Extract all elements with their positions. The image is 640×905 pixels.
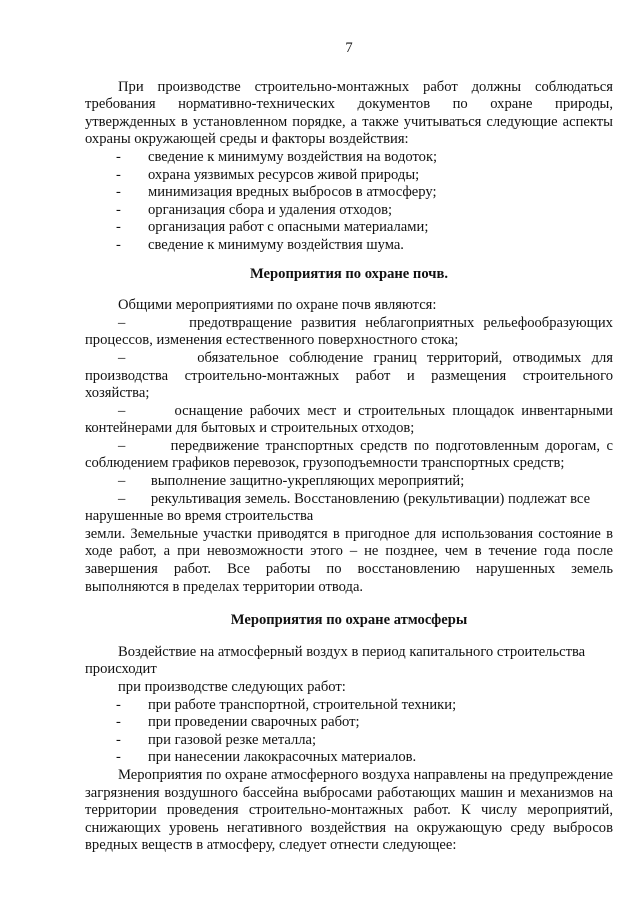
list-item: - организация работ с опасными материалами; bbox=[85, 219, 613, 237]
list-item: - сведение к минимуму воздействия на водоток; bbox=[85, 149, 613, 167]
section3-closing: Мероприятия по охране атмосферного воздуха направлены на предупреждение загрязнения воздушного бассейна выбросами работающих машин и механизмов на территории проведения строительно-монтажных работ. К числу мероприятий, снижающих уровень негативного воздействия на окружающую среду выбросов вредных веществ в атмосферу, следует отнести следующее: bbox=[85, 766, 613, 854]
bullet-marker: - bbox=[116, 236, 121, 253]
list-item: - сведение к минимуму воздействия шума. bbox=[85, 237, 613, 255]
section-heading-soil: Мероприятия по охране почв. bbox=[249, 265, 449, 282]
section-heading-atmosphere: Мероприятия по охране атмосферы bbox=[230, 612, 468, 629]
list-item: - при нанесении лакокрасочных материалов. bbox=[85, 749, 613, 767]
bullet-marker: - bbox=[116, 696, 121, 713]
dash-marker: – bbox=[118, 437, 126, 454]
list-item: - организация сбора и удаления отходов; bbox=[85, 202, 613, 220]
section3-bullet-list bbox=[85, 697, 613, 767]
list-item: - минимизация вредных выбросов в атмосферу; bbox=[85, 184, 613, 202]
section2-continuation: земли. Земельные участки приводятся в пригодное для использования состояние в ходе работ, а при невозможности этого – не позднее, чем в течение года после завершения работ. Все работы по восстановлению нарушенных земель выполняются в пределах территории отвода. bbox=[85, 525, 613, 595]
dash-marker: – bbox=[118, 490, 126, 507]
list-item: – передвижение транспортных средств по подготовленным дорогам, с соблюдением графиков перевозок, грузоподъемности транспортных средств; bbox=[85, 437, 613, 472]
list-item: - при работе транспортной, строительной техники; bbox=[85, 697, 613, 715]
list-item: – рекультивация земель. Восстановлению (рекультивации) подлежат все нарушенные во время строительства bbox=[85, 490, 591, 525]
section2-intro: Общими мероприятиями по охране почв являются: bbox=[118, 297, 437, 314]
bullet-marker: - bbox=[116, 714, 121, 731]
list-item: - при газовой резке металла; bbox=[85, 732, 613, 750]
bullet-marker: - bbox=[116, 731, 121, 748]
section1-intro: При производстве строительно-монтажных работ должны соблюдаться требования нормативно-технических документов по охране природы, утвержденных в установленном порядке, а также учитываться следующие аспекты охраны окружающей среды и факторы воздействия: bbox=[85, 78, 613, 148]
dash-marker: – bbox=[118, 473, 126, 490]
page-number: 7 bbox=[345, 40, 353, 56]
list-item: - при проведении сварочных работ; bbox=[85, 714, 613, 732]
section3-intro: Воздействие на атмосферный воздух в период капитального строительства происходит bbox=[85, 643, 586, 678]
bullet-marker: - bbox=[116, 749, 121, 766]
dash-marker: – bbox=[118, 402, 126, 419]
list-item: – обязательное соблюдение границ территорий, отводимых для производства строительно-монтажных работ и размещения строительного хозяйства; bbox=[85, 349, 613, 402]
bullet-marker: - bbox=[116, 166, 121, 183]
bullet-marker: - bbox=[116, 184, 121, 201]
bullet-marker: - bbox=[116, 148, 121, 165]
list-item: – предотвращение развития неблагоприятных рельефообразующих процессов, изменения естественного поверхностного стока; bbox=[85, 314, 613, 349]
section3-intro-continued: при производстве следующих работ: bbox=[118, 679, 346, 695]
bullet-marker: - bbox=[116, 201, 121, 218]
list-item: - охрана уязвимых ресурсов живой природы; bbox=[85, 167, 613, 185]
dash-marker: – bbox=[118, 314, 126, 331]
dash-marker: – bbox=[118, 349, 126, 366]
list-item: – выполнение защитно-укрепляющих мероприятий; bbox=[118, 473, 465, 490]
list-item: – оснащение рабочих мест и строительных площадок инвентарными контейнерами для бытовых и строительных отходов; bbox=[85, 402, 613, 437]
bullet-marker: - bbox=[116, 219, 121, 236]
section1-bullet-list bbox=[85, 149, 613, 255]
